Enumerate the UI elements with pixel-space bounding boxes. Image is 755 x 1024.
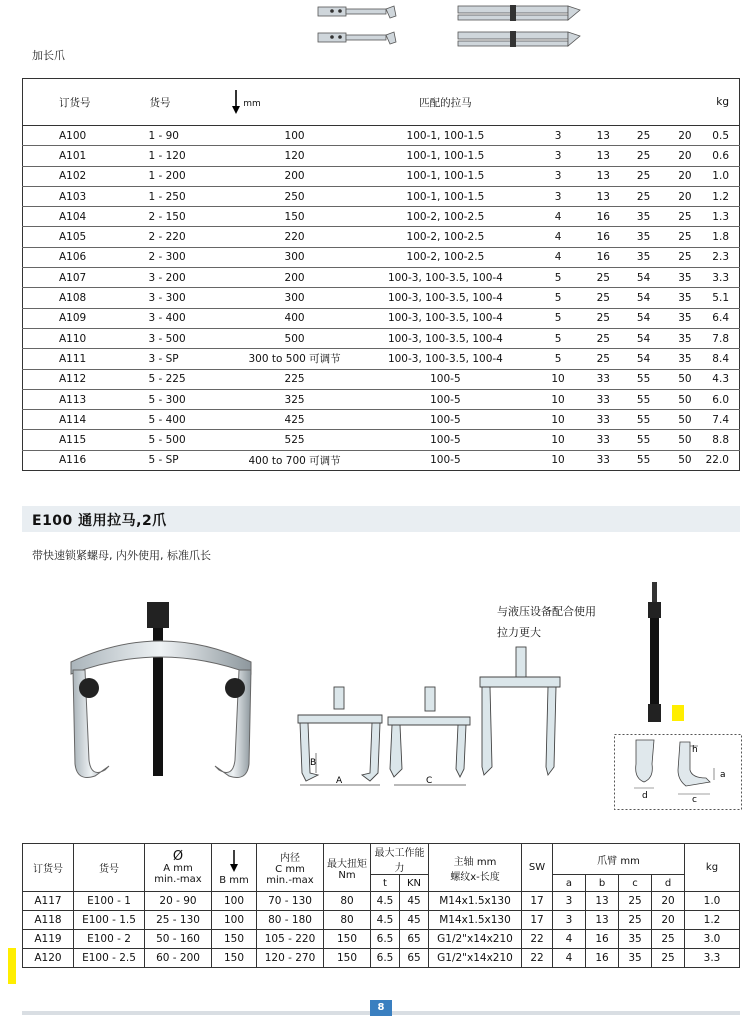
dim-label-h: h (692, 745, 698, 755)
table-cell-jd: 25 (652, 930, 685, 949)
col-c-label: 内径 (280, 853, 300, 864)
table-cell-order: A103 (23, 186, 149, 206)
table-cell-no: 2 - 150 (148, 207, 230, 227)
table-cell-mm: 525 (231, 430, 358, 450)
table-cell-order: A120 (23, 949, 74, 968)
table-cell-b: 16 (584, 247, 623, 267)
col-item-no: 货号 (149, 96, 171, 109)
col-fit: 匹配的拉马 (419, 96, 472, 109)
extension-jaw-label: 加长爪 (32, 49, 65, 62)
table-cell-spindle: M14x1.5x130 (429, 892, 522, 911)
dim-label-a: A (336, 776, 343, 786)
table-cell-t: 4.5 (371, 892, 400, 911)
table-cell-sw: 22 (522, 949, 553, 968)
col-kn: KN (400, 875, 429, 892)
table-cell-b: 25 (584, 328, 623, 348)
table-cell-a: 10 (533, 430, 584, 450)
table-cell-mm: 150 (231, 207, 358, 227)
col-d (664, 79, 705, 126)
table-cell-no: 1 - 90 (148, 126, 230, 146)
table-cell-b: 33 (584, 430, 623, 450)
table-cell-a: 60 - 200 (145, 949, 212, 968)
table-cell-c: 35 (623, 247, 664, 267)
table-cell-b: 16 (584, 207, 623, 227)
table-cell-c: 70 - 130 (257, 892, 324, 911)
table-cell-no: E100 - 1 (74, 892, 145, 911)
table-cell-fit: 100-3, 100-3.5, 100-4 (358, 328, 532, 348)
table-cell-order: A112 (23, 369, 149, 389)
col-a-minmax: min.-max (154, 873, 202, 885)
col-kg: kg (716, 96, 729, 108)
table-cell-a: 3 (533, 186, 584, 206)
table-cell-ja: 3 (553, 911, 586, 930)
table-cell-kg: 5.1 (706, 288, 740, 308)
hydraulic-note-line-2: 拉力更大 (497, 626, 541, 639)
col-c-unit: C mm (275, 864, 305, 875)
table-cell-fit: 100-2, 100-2.5 (358, 227, 532, 247)
table-cell-order: A107 (23, 268, 149, 288)
table-header-row (23, 844, 740, 875)
table-cell-c: 35 (623, 227, 664, 247)
table-cell-a: 25 - 130 (145, 911, 212, 930)
table-cell-b: 33 (584, 369, 623, 389)
table-cell-b: 150 (212, 930, 257, 949)
col-spindle-sub: 螺纹x-长度 (450, 871, 500, 883)
table-cell-d: 50 (664, 430, 705, 450)
table-cell-no: 3 - 400 (148, 308, 230, 328)
table-cell-order: A109 (23, 308, 149, 328)
table-cell-b: 100 (212, 911, 257, 930)
table-cell-jb: 13 (586, 911, 619, 930)
table-cell-no: 1 - 200 (148, 166, 230, 186)
section-subtitle: 带快速锁紧螺母, 内外使用, 标准爪长 (32, 549, 211, 562)
table-cell-mm: 200 (231, 268, 358, 288)
table-row (23, 949, 740, 968)
col-order: 订货号 (23, 844, 74, 892)
table-cell-a: 5 (533, 328, 584, 348)
table-cell-a: 5 (533, 268, 584, 288)
puller-spec-table (22, 843, 740, 968)
table-row (23, 146, 740, 166)
table-cell-d: 50 (664, 450, 705, 470)
table-cell-jb: 13 (586, 892, 619, 911)
table-cell-c: 54 (623, 328, 664, 348)
table-cell-kg: 1.8 (706, 227, 740, 247)
table-cell-mm: 200 (231, 166, 358, 186)
table-cell-no: E100 - 2 (74, 930, 145, 949)
col-b (584, 79, 623, 126)
dim-label-b: B (310, 758, 317, 768)
table-cell-spindle: M14x1.5x130 (429, 911, 522, 930)
table-cell-order: A114 (23, 410, 149, 430)
table-cell-no: 5 - SP (148, 450, 230, 470)
col-jaw-d: d (652, 875, 685, 892)
table-cell-ja: 4 (553, 930, 586, 949)
col-spindle-label: 主轴 mm (453, 856, 497, 868)
table-cell-b: 13 (584, 126, 623, 146)
table-cell-kg: 7.8 (706, 328, 740, 348)
table-cell-jd: 20 (652, 892, 685, 911)
col-c-range (257, 844, 324, 892)
table-cell-d: 20 (664, 126, 705, 146)
table-cell-d: 25 (664, 207, 705, 227)
col-torque (324, 844, 371, 892)
table-cell-d: 25 (664, 227, 705, 247)
table-cell-jb: 16 (586, 930, 619, 949)
col-c (623, 79, 664, 126)
col-t: t (371, 875, 400, 892)
table-row (23, 369, 740, 389)
table-cell-jc: 25 (619, 911, 652, 930)
table-cell-c: 55 (623, 389, 664, 409)
table-cell-kg: 3.0 (685, 930, 740, 949)
table-row (23, 892, 740, 911)
table-cell-nm: 80 (324, 892, 371, 911)
table-cell-mm: 325 (231, 389, 358, 409)
table-cell-c: 35 (623, 207, 664, 227)
table-cell-fit: 100-3, 100-3.5, 100-4 (358, 349, 532, 369)
table-cell-b: 13 (584, 146, 623, 166)
dim-label-small-c: c (692, 795, 697, 805)
table-row (23, 166, 740, 186)
table-cell-a: 10 (533, 389, 584, 409)
table-cell-kg: 8.4 (706, 349, 740, 369)
table-cell-no: 1 - 120 (148, 146, 230, 166)
table-cell-jc: 35 (619, 930, 652, 949)
table-cell-mm: 400 to 700 可调节 (231, 450, 358, 470)
hydraulic-cylinder-image (640, 580, 670, 725)
table-cell-b: 100 (212, 892, 257, 911)
table-cell-no: 5 - 500 (148, 430, 230, 450)
table-cell-no: 1 - 250 (148, 186, 230, 206)
table-cell-a: 50 - 160 (145, 930, 212, 949)
col-length (231, 79, 358, 126)
table-cell-order: A105 (23, 227, 149, 247)
table-cell-fit: 100-2, 100-2.5 (358, 247, 532, 267)
table-cell-fit: 100-1, 100-1.5 (358, 146, 532, 166)
table-cell-order: A111 (23, 349, 149, 369)
table-cell-a: 10 (533, 450, 584, 470)
table-row (23, 349, 740, 369)
arrow-down-icon (230, 850, 238, 872)
table-cell-kg: 1.2 (685, 911, 740, 930)
table-cell-a: 3 (533, 146, 584, 166)
table-cell-b: 33 (584, 389, 623, 409)
table-cell-c: 54 (623, 308, 664, 328)
table-cell-mm: 100 (231, 126, 358, 146)
table-row (23, 288, 740, 308)
table-cell-nm: 150 (324, 930, 371, 949)
table-cell-a: 4 (533, 207, 584, 227)
table-cell-mm: 500 (231, 328, 358, 348)
table-cell-b: 25 (584, 288, 623, 308)
two-jaw-puller-image (65, 600, 260, 790)
col-jaw-arm: 爪臂 mm (553, 844, 685, 875)
table-cell-d: 35 (664, 308, 705, 328)
table-cell-spindle: G1/2"x14x210 (429, 949, 522, 968)
table-cell-b: 25 (584, 268, 623, 288)
table-cell-d: 35 (664, 288, 705, 308)
table-cell-kg: 8.8 (706, 430, 740, 450)
table-cell-t: 6.5 (371, 930, 400, 949)
table-cell-order: A104 (23, 207, 149, 227)
table-cell-c: 54 (623, 268, 664, 288)
table-cell-no: 3 - 300 (148, 288, 230, 308)
col-order: 订货号 (59, 96, 91, 109)
table-cell-c: 55 (623, 430, 664, 450)
col-a-unit: A mm (163, 862, 193, 874)
table-cell-order: A118 (23, 911, 74, 930)
table-cell-kg: 1.2 (706, 186, 740, 206)
table-cell-sw: 17 (522, 892, 553, 911)
table-cell-d: 50 (664, 389, 705, 409)
table-cell-b: 16 (584, 227, 623, 247)
col-jaw-a: a (553, 875, 586, 892)
table-cell-a: 5 (533, 288, 584, 308)
jaw-detail-diagram (614, 734, 742, 810)
extension-jaw-images (310, 2, 590, 50)
table-cell-a: 3 (533, 166, 584, 186)
col-c-minmax: min.-max (266, 875, 314, 886)
col-b (212, 844, 257, 892)
table-cell-fit: 100-3, 100-3.5, 100-4 (358, 288, 532, 308)
table-cell-mm: 300 (231, 247, 358, 267)
table-cell-fit: 100-2, 100-2.5 (358, 207, 532, 227)
table-cell-order: A106 (23, 247, 149, 267)
table-header-row (23, 79, 740, 126)
table-cell-kg: 3.3 (706, 268, 740, 288)
table-cell-jc: 25 (619, 892, 652, 911)
col-jaw-c: c (619, 875, 652, 892)
table-cell-no: 3 - 200 (148, 268, 230, 288)
col-length-unit: mm (243, 99, 261, 109)
table-cell-c: 25 (623, 166, 664, 186)
table-cell-order: A113 (23, 389, 149, 409)
table-cell-b: 25 (584, 308, 623, 328)
table-cell-no: 3 - 500 (148, 328, 230, 348)
col-a-range (145, 844, 212, 892)
table-cell-no: 3 - SP (148, 349, 230, 369)
col-sw: SW (522, 844, 553, 892)
table-cell-mm: 250 (231, 186, 358, 206)
table-cell-b: 13 (584, 166, 623, 186)
table-cell-mm: 225 (231, 369, 358, 389)
table-cell-order: A119 (23, 930, 74, 949)
table-cell-c: 55 (623, 369, 664, 389)
table-cell-order: A117 (23, 892, 74, 911)
dimension-diagram-image (290, 645, 620, 795)
table-cell-a: 5 (533, 349, 584, 369)
table-cell-fit: 100-5 (358, 389, 532, 409)
table-row (23, 186, 740, 206)
table-cell-jc: 35 (619, 949, 652, 968)
dim-label-c: C (426, 776, 433, 786)
table-cell-t: 6.5 (371, 949, 400, 968)
table-cell-mm: 300 (231, 288, 358, 308)
table-cell-no: E100 - 1.5 (74, 911, 145, 930)
table-cell-a: 10 (533, 410, 584, 430)
table-cell-b: 33 (584, 450, 623, 470)
table-cell-no: 2 - 300 (148, 247, 230, 267)
table-cell-order: A100 (23, 126, 149, 146)
diameter-icon: Ø (172, 848, 184, 864)
table-cell-fit: 100-1, 100-1.5 (358, 166, 532, 186)
table-cell-no: 5 - 400 (148, 410, 230, 430)
table-cell-jd: 20 (652, 911, 685, 930)
highlight-marker (672, 705, 684, 721)
arrow-down-icon (232, 90, 240, 114)
table-cell-kg: 0.6 (706, 146, 740, 166)
table-cell-a: 3 (533, 126, 584, 146)
table-cell-fit: 100-3, 100-3.5, 100-4 (358, 268, 532, 288)
section-title-bar (22, 506, 740, 532)
table-cell-no: E100 - 2.5 (74, 949, 145, 968)
table-cell-t: 4.5 (371, 911, 400, 930)
table-row (23, 328, 740, 348)
table-row (23, 247, 740, 267)
table-cell-nm: 150 (324, 949, 371, 968)
table-cell-d: 20 (664, 166, 705, 186)
table-cell-b: 25 (584, 349, 623, 369)
col-spindle (429, 844, 522, 892)
table-cell-fit: 100-3, 100-3.5, 100-4 (358, 308, 532, 328)
table-cell-order: A108 (23, 288, 149, 308)
table-cell-d: 50 (664, 410, 705, 430)
table-row (23, 410, 740, 430)
table-cell-fit: 100-1, 100-1.5 (358, 126, 532, 146)
table-cell-b: 33 (584, 410, 623, 430)
table-cell-d: 50 (664, 369, 705, 389)
table-cell-kg: 1.3 (706, 207, 740, 227)
table-cell-order: A110 (23, 328, 149, 348)
table-cell-d: 35 (664, 349, 705, 369)
table-cell-order: A101 (23, 146, 149, 166)
col-item-no: 货号 (74, 844, 145, 892)
table-cell-kn: 45 (400, 911, 429, 930)
table-cell-c: 54 (623, 349, 664, 369)
table-cell-c: 80 - 180 (257, 911, 324, 930)
table-cell-sw: 22 (522, 930, 553, 949)
table-cell-c: 25 (623, 146, 664, 166)
table-cell-a: 10 (533, 369, 584, 389)
table-cell-nm: 80 (324, 911, 371, 930)
col-capacity: 最大工作能力 (371, 844, 429, 875)
dim-label-small-a: a (720, 770, 726, 780)
section-title: E100 通用拉马,2爪 (32, 513, 167, 529)
table-cell-c: 55 (623, 410, 664, 430)
table-cell-kg: 7.4 (706, 410, 740, 430)
table-cell-jb: 16 (586, 949, 619, 968)
table-row (23, 930, 740, 949)
page-number: 8 (370, 1000, 392, 1016)
table-cell-c: 25 (623, 126, 664, 146)
table-cell-fit: 100-5 (358, 430, 532, 450)
col-a (533, 79, 584, 126)
table-cell-b: 150 (212, 949, 257, 968)
table-cell-kg: 1.0 (685, 892, 740, 911)
table-cell-c: 25 (623, 186, 664, 206)
table-cell-no: 2 - 220 (148, 227, 230, 247)
table-cell-fit: 100-5 (358, 450, 532, 470)
table-cell-kg: 4.3 (706, 369, 740, 389)
table-cell-sw: 17 (522, 911, 553, 930)
table-cell-kg: 2.3 (706, 247, 740, 267)
table-cell-a: 20 - 90 (145, 892, 212, 911)
highlight-marker (8, 948, 16, 984)
table-cell-d: 20 (664, 146, 705, 166)
table-cell-mm: 220 (231, 227, 358, 247)
dim-label-d: d (642, 791, 648, 801)
table-cell-fit: 100-5 (358, 410, 532, 430)
table-cell-kn: 65 (400, 930, 429, 949)
col-torque-label: 最大扭矩 (327, 858, 367, 870)
table-cell-c: 105 - 220 (257, 930, 324, 949)
table-row (23, 430, 740, 450)
table-cell-c: 54 (623, 288, 664, 308)
table-cell-a: 4 (533, 227, 584, 247)
col-torque-unit: Nm (338, 869, 356, 881)
hydraulic-note-line-1: 与液压设备配合使用 (497, 605, 596, 618)
extension-jaw-table (22, 78, 740, 471)
table-cell-b: 13 (584, 186, 623, 206)
table-cell-kn: 45 (400, 892, 429, 911)
table-cell-mm: 120 (231, 146, 358, 166)
table-cell-kg: 6.4 (706, 308, 740, 328)
table-cell-order: A102 (23, 166, 149, 186)
table-row (23, 126, 740, 146)
table-cell-mm: 425 (231, 410, 358, 430)
table-cell-d: 35 (664, 268, 705, 288)
table-row (23, 389, 740, 409)
table-cell-d: 20 (664, 186, 705, 206)
table-row (23, 268, 740, 288)
table-cell-kg: 0.5 (706, 126, 740, 146)
table-cell-fit: 100-5 (358, 369, 532, 389)
table-cell-order: A115 (23, 430, 149, 450)
col-kg: kg (685, 844, 740, 892)
table-cell-kg: 22.0 (706, 450, 740, 470)
table-cell-kg: 1.0 (706, 166, 740, 186)
table-row (23, 911, 740, 930)
table-cell-kn: 65 (400, 949, 429, 968)
table-row (23, 207, 740, 227)
table-cell-ja: 4 (553, 949, 586, 968)
table-cell-order: A116 (23, 450, 149, 470)
col-b-unit: B mm (219, 874, 249, 886)
table-cell-a: 4 (533, 247, 584, 267)
table-row (23, 450, 740, 470)
table-cell-a: 5 (533, 308, 584, 328)
table-cell-kg: 6.0 (706, 389, 740, 409)
table-cell-d: 25 (664, 247, 705, 267)
table-cell-kg: 3.3 (685, 949, 740, 968)
table-cell-c: 120 - 270 (257, 949, 324, 968)
table-cell-mm: 400 (231, 308, 358, 328)
table-row (23, 227, 740, 247)
table-cell-d: 35 (664, 328, 705, 348)
table-cell-jd: 25 (652, 949, 685, 968)
table-cell-c: 55 (623, 450, 664, 470)
col-jaw-b: b (586, 875, 619, 892)
table-cell-mm: 300 to 500 可调节 (231, 349, 358, 369)
table-cell-ja: 3 (553, 892, 586, 911)
table-cell-no: 5 - 300 (148, 389, 230, 409)
table-cell-fit: 100-1, 100-1.5 (358, 186, 532, 206)
table-row (23, 308, 740, 328)
table-cell-no: 5 - 225 (148, 369, 230, 389)
table-cell-spindle: G1/2"x14x210 (429, 930, 522, 949)
